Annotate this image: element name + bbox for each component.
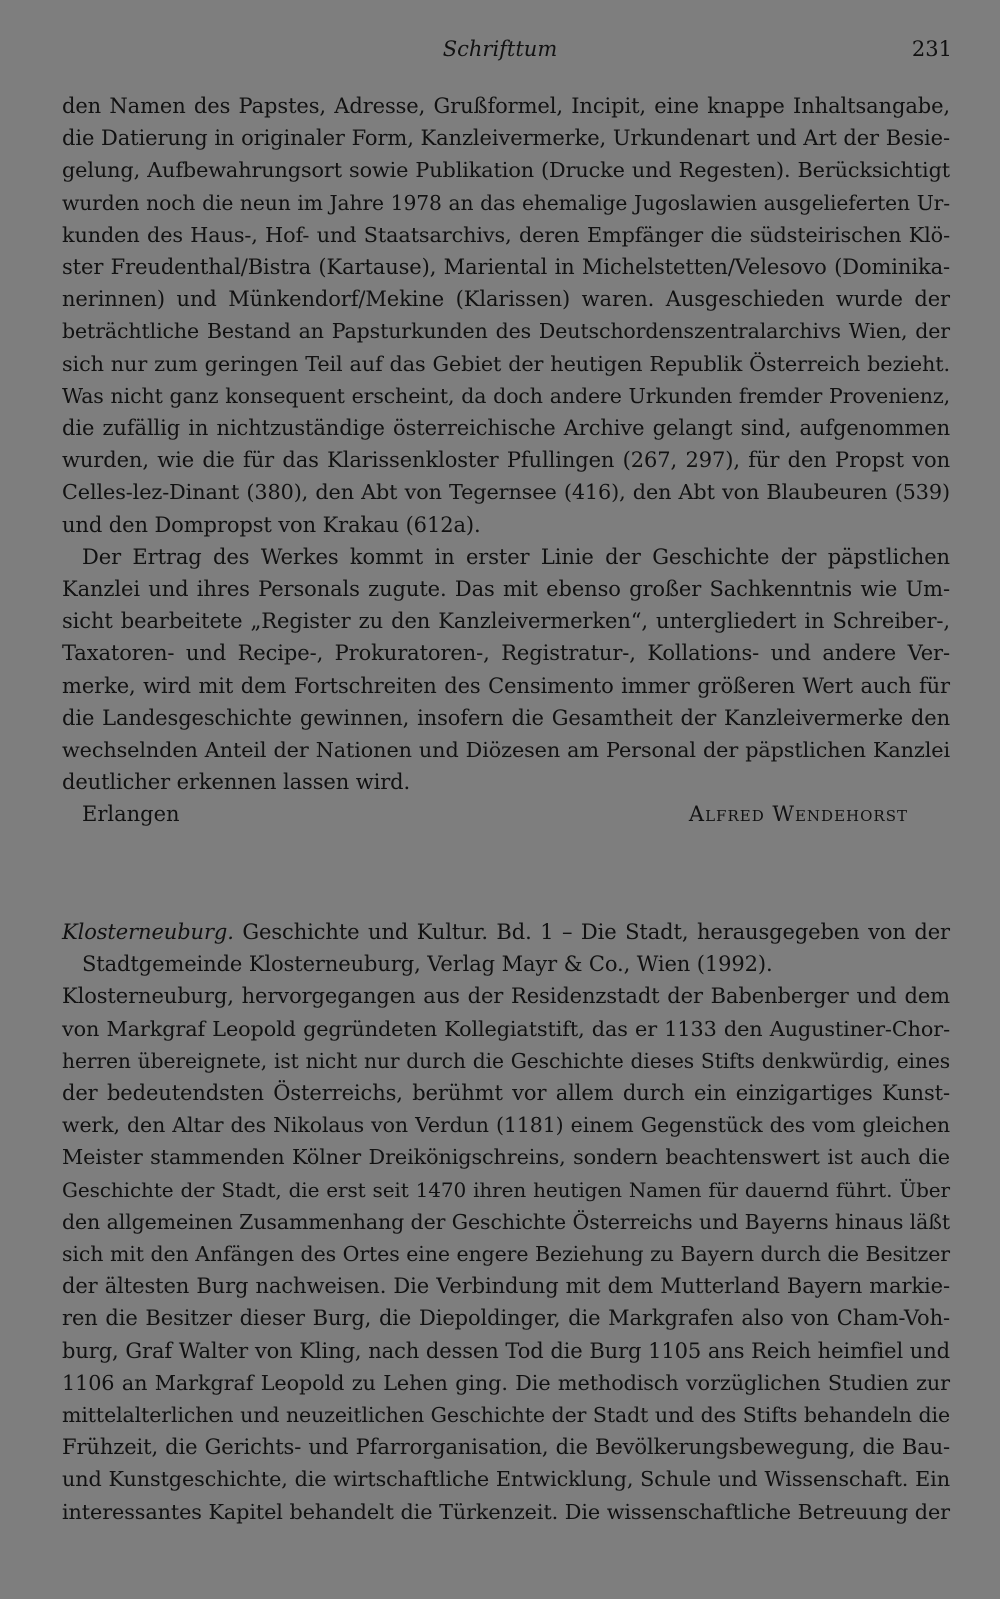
text-line: der bedeutendsten Österreichs, berühmt vor allem durch ein einzigartiges Kunst- — [62, 1081, 950, 1106]
text-line: Was nicht ganz konsequent erscheint, da doch andere Urkunden fremder Provenienz, — [62, 383, 950, 408]
text-line: burg, Graf Walter von Kling, nach dessen Tod die Burg 1105 ans Reich heimfiel und — [62, 1338, 950, 1363]
text-line: sich mit den Anfängen des Ortes eine engere Beziehung zu Bayern durch die Besitzer — [62, 1242, 950, 1267]
text-line: den Namen des Papstes, Adresse, Grußformel, Incipit, eine knappe Inhaltsangabe, — [62, 94, 950, 118]
text-line: kunden des Haus-, Hof- und Staatsarchivs, deren Empfänger die südsteirischen Klö- — [62, 222, 950, 247]
citation-line — [62, 916, 950, 948]
text-line: wurden, wie die für das Klarissenkloster Pfullingen (267, 297), für den Propst von — [62, 448, 950, 473]
text-line: deutlicher erkennen lassen wird. — [62, 770, 411, 795]
text-line: merke, wird mit dem Fortschreiten des Censimento immer größeren Wert auch für — [62, 673, 950, 698]
text-line: ster Freudenthal/Bistra (Kartause), Mariental in Michelstetten/Velesovo (Dominika- — [62, 255, 950, 280]
text-line: mittelalterlichen und neuzeitlichen Geschichte der Stadt und des Stifts behandeln die — [62, 1403, 950, 1428]
text-line: herren übereignete, ist nicht nur durch die Geschichte dieses Stifts denkwürdig, eines — [62, 1048, 950, 1073]
signature-place: Erlangen — [82, 802, 180, 827]
running-title: Schrifttum — [442, 37, 558, 61]
text-line: gelung, Aufbewahrungsort sowie Publikation (Drucke und Regesten). Berücksichtigt — [62, 158, 950, 183]
text-line: werk, den Altar des Nikolaus von Verdun (1181) einem Gegenstück des vom gleichen — [62, 1113, 950, 1138]
text-line: interessantes Kapitel behandelt die Türkenzeit. Die wissenschaftliche Betreuung der — [62, 1499, 950, 1524]
text-line: sicht bearbeitete „Register zu den Kanzleivermerken“, untergliedert in Schreiber-, — [62, 609, 950, 634]
review-1-body — [62, 90, 950, 830]
page-number: 231 — [911, 37, 952, 61]
text-line: beträchtliche Bestand an Papsturkunden des Deutschordenszentralarchivs Wien, der — [62, 319, 950, 344]
text-line: von Markgraf Leopold gegründeten Kollegiatstift, das er 1133 den Augustiner-Chor- — [62, 1016, 950, 1041]
paragraph-start-line: Der Ertrag des Werkes kommt in erster Linie der Geschichte der päpstlichen — [82, 544, 950, 569]
text-line: Kanzlei und ihres Personals zugute. Das mit ebenso großer Sachkenntnis wie Um- — [62, 577, 950, 602]
text-line: die Datierung in originaler Form, Kanzleivermerke, Urkundenart und Art der Besie- — [62, 126, 950, 151]
text-line: Meister stammenden Kölner Dreikönigschreins, sondern beachtenswert ist auch die — [62, 1145, 950, 1170]
text-line: nerinnen) und Münkendorf/Mekine (Klarissen) waren. Ausgeschieden wurde der — [62, 287, 950, 312]
review-signature — [62, 798, 950, 830]
citation-text: Geschichte und Kultur. Bd. 1 – Die Stadt, herausgegeben von der — [233, 920, 950, 944]
text-line: und den Dompropst von Krakau (612a). — [62, 512, 481, 537]
citation-line: Stadtgemeinde Klosterneuburg, Verlag Mayr & Co., Wien (1992). — [82, 952, 773, 977]
text-line: der ältesten Burg nachweisen. Die Verbindung mit dem Mutterland Bayern markie- — [62, 1274, 950, 1299]
text-line: Celles-lez-Dinant (380), den Abt von Tegernsee (416), den Abt von Blaubeuren (539) — [62, 480, 950, 505]
text-line: die Landesgeschichte gewinnen, insofern die Gesamtheit der Kanzleivermerke den — [62, 705, 950, 730]
text-line: wurden noch die neun im Jahre 1978 an das ehemalige Jugoslawien ausgelieferten Ur- — [62, 190, 950, 215]
text-line: sich nur zum geringen Teil auf das Gebiet der heutigen Republik Österreich bezieht. — [62, 351, 950, 376]
text-line: den allgemeinen Zusammenhang der Geschichte Österreichs und Bayerns hinaus läßt — [62, 1209, 950, 1234]
review-title: Klosterneuburg. — [62, 920, 234, 944]
text-line: Geschichte der Stadt, die erst seit 1470 ihren heutigen Namen für dauernd führt. Über — [62, 1177, 950, 1202]
text-line: Klosterneuburg, hervorgegangen aus der Residenzstadt der Babenberger und dem — [62, 984, 950, 1009]
text-line: 1106 an Markgraf Leopold zu Lehen ging. Die methodisch vorzüglichen Studien zur — [62, 1370, 950, 1395]
review-2 — [62, 916, 950, 1528]
text-line: Taxatoren- und Recipe-, Prokuratoren-, Registratur-, Kollations- und andere Ver- — [62, 641, 950, 666]
running-head — [0, 34, 1000, 64]
text-line: ren die Besitzer dieser Burg, die Diepoldinger, die Markgrafen also von Cham-Voh- — [62, 1306, 950, 1331]
signature-author: Alfred Wendehorst — [688, 802, 908, 827]
text-line: und Kunstgeschichte, die wirtschaftliche Entwicklung, Schule und Wissenschaft. Ein — [62, 1467, 950, 1492]
text-line: die zufällig in nichtzuständige österreichische Archive gelangt sind, aufgenommen — [62, 416, 950, 441]
text-line: Frühzeit, die Gerichts- und Pfarrorganisation, die Bevölkerungsbewegung, die Bau- — [62, 1435, 950, 1460]
text-line: wechselnden Anteil der Nationen und Diözesen am Personal der päpstlichen Kanzlei — [62, 738, 950, 763]
